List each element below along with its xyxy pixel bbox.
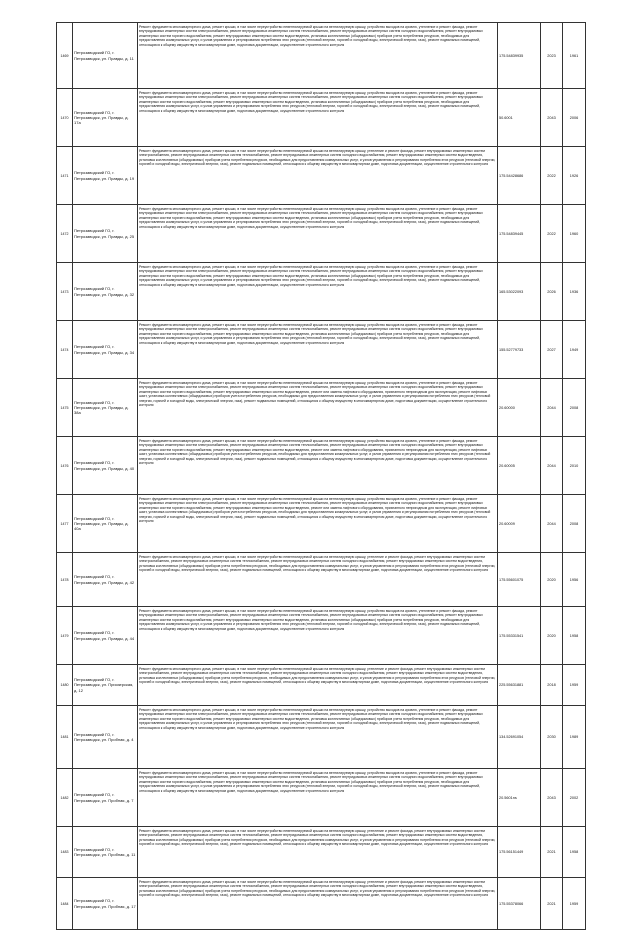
repair-works-description: Ремонт фундамента многоквартирного дома, ремонт крыши, в том числе переустройство невентилируемой крыши на вентилируемую крышу, утепление и ремонт фасада, ремонт внутридомовых инженерных систем электроснабжения, ремонт внутридомовых инженерных систем теплоснабжения, ремонт внутридомовых инженерных систем холодного водоснабжения, ремонт внутридомовых инженерных систем водоотведения, установка коллективных (общедомовых) приборов учета потребления ресурсов, необходимых для предоставления коммунальных услуг, и узлов управления и регулирования потребления этих ресурсов (тепловой энергии, горячей и холодной воды, электрической энергии, газа), ремонт подвальных помещений, относящихся к общему имуществу в многоквартирном доме, подготовка документации, осуществление строительного контроля (138, 878, 498, 930)
planned-year: 2044 (541, 437, 563, 495)
construction-year: 1956 (563, 553, 586, 607)
table-row (57, 769, 586, 827)
building-address: Петрозаводский ГО, г. Петрозаводск, ул. Правды, д. 17а (73, 89, 138, 147)
building-address: Петрозаводский ГО, г. Петрозаводск, ул. Приозерская, д. 12 (73, 665, 138, 706)
row-number: 1484 (57, 878, 73, 930)
repair-works-description: Ремонт фундамента многоквартирного дома, ремонт крыши, в том числе переустройство невентилируемой крыши на вентилируемую крышу, утепление и ремонт фасада, ремонт внутридомовых инженерных систем электроснабжения, ремонт внутридомовых инженерных систем теплоснабжения, ремонт внутридомовых инженерных систем холодного водоснабжения, ремонт внутридомовых инженерных систем водоотведения, установка коллективных (общедомовых) приборов учета потребления ресурсов, необходимых для предоставления коммунальных услуг, и узлов управления и регулирования потребления этих ресурсов (тепловой энергии, горячей и холодной воды, электрической энергии, газа), ремонт подвальных помещений, относящихся к общему имуществу в многоквартирном доме, подготовка документации, осуществление строительного контроля (138, 553, 498, 607)
repair-works-description: Ремонт фундамента многоквартирного дома, ремонт крыши, в том числе переустройство невентилируемой крыши на вентилируемую крышу, утепление и ремонт фасада, ремонт внутридомовых инженерных систем электроснабжения, ремонт внутридомовых инженерных систем теплоснабжения, ремонт внутридомовых инженерных систем холодного водоснабжения, ремонт внутридомовых инженерных систем водоотведения, установка коллективных (общедомовых) приборов учета потребления ресурсов, необходимых для предоставления коммунальных услуг, и узлов управления и регулирования потребления этих ресурсов (тепловой энергии, горячей и холодной воды, электрической энергии, газа), ремонт подвальных помещений, относящихся к общему имуществу в многоквартирном доме, подготовка документации, осуществление строительного контроля (138, 827, 498, 878)
row-number: 1476 (57, 437, 73, 495)
planned-year: 2030 (541, 706, 563, 769)
planned-year: 2026 (541, 263, 563, 321)
repair-works-description: Ремонт фундамента многоквартирного дома, ремонт крыши, в том числе переустройство невентилируемой крыши на вентилируемую крышу, устройство выходов на кровлю, утепление и ремонт фасада, ремонт внутридомовых инженерных систем электроснабжения, ремонт внутридомовых инженерных систем теплоснабжения, ремонт внутридомовых инженерных систем холодного водоснабжения, ремонт внутридомовых инженерных систем горячего водоснабжения, ремонт внутридомовых инженерных систем водоотведения, установка коллективных (общедомовых) приборов учета потребления ресурсов, необходимых для предоставления коммунальных услуг, и узлов управления и регулирования потребления этих ресурсов (тепловой энергии, горячей и холодной воды, электрической энергии, газа), ремонт подвальных помещений, относящихся к общему имуществу в многоквартирном доме, подготовка документации, осуществление строительного контроля (138, 205, 498, 263)
planned-year: 2043 (541, 89, 563, 147)
construction-year: 1926 (563, 147, 586, 205)
building-address: Петрозаводский ГО, г. Петрозаводск, ул. Правды, д. 11 (73, 23, 138, 89)
row-number: 1482 (57, 769, 73, 827)
table-row (57, 495, 586, 553)
area-value: 175.54839445 (498, 205, 541, 263)
construction-year: 1961 (563, 23, 586, 89)
building-address: Петрозаводский ГО, г. Петрозаводск, ул. Правды, д. 34 (73, 321, 138, 379)
area-value: 175.56151449 (498, 827, 541, 878)
area-value: 20.60009 (498, 495, 541, 553)
area-value: 20.5601ns (498, 769, 541, 827)
building-address: Петрозаводский ГО, г. Петрозаводск, ул. Пробная, д. 17 (73, 878, 138, 930)
construction-year: 1959 (563, 878, 586, 930)
capital-repair-table (56, 22, 586, 930)
table-row (57, 23, 586, 89)
construction-year: 2002 (563, 769, 586, 827)
planned-year: 2020 (541, 553, 563, 607)
planned-year: 2021 (541, 878, 563, 930)
construction-year: 2008 (563, 495, 586, 553)
building-address: Петрозаводский ГО, г. Петрозаводск, ул. Правды, д. 40 (73, 437, 138, 495)
row-number: 1471 (57, 147, 73, 205)
row-number: 1479 (57, 607, 73, 665)
table-row (57, 205, 586, 263)
planned-year: 2022 (541, 147, 563, 205)
building-address: Петрозаводский ГО, г. Петрозаводск, ул. Пробная, д. 7 (73, 769, 138, 827)
construction-year: 2010 (563, 437, 586, 495)
building-address: Петрозаводский ГО, г. Петрозаводск, ул. Пробная, д. 4 (73, 706, 138, 769)
table-row (57, 147, 586, 205)
planned-year: 2018 (541, 665, 563, 706)
repair-works-description: Ремонт фундамента многоквартирного дома, ремонт крыши, в том числе переустройство невентилируемой крыши на вентилируемую крышу, устройство выходов на кровлю, утепление и ремонт фасада, ремонт внутридомовых инженерных систем электроснабжения, ремонт внутридомовых инженерных систем теплоснабжения, ремонт внутридомовых инженерных систем холодного водоснабжения, ремонт внутридомовых инженерных систем горячего водоснабжения, ремонт внутридомовых инженерных систем водоотведения, ремонт или замена лифтового оборудования, признанного непригодным для эксплуатации, ремонт лифтовых шахт, установка коллективных (общедомовых) приборов учета потребления ресурсов, необходимых для предоставления коммунальных услуг, и узлов управления и регулирования потребления этих ресурсов (тепловой энергии, горячей и холодной воды, электрической энергии, газа), ремонт подвальных помещений, относящихся к общему имуществу в многоквартирном доме, подготовка документации, осуществление строительного контроля (138, 379, 498, 437)
row-number: 1474 (57, 321, 73, 379)
table-row (57, 827, 586, 878)
building-address: Петрозаводский ГО, г. Петрозаводск, ул. Правды, д. 44 (73, 607, 138, 665)
table-row (57, 263, 586, 321)
construction-year: 1989 (563, 706, 586, 769)
table-row (57, 706, 586, 769)
table-row (57, 321, 586, 379)
planned-year: 2022 (541, 205, 563, 263)
area-value: 175.55331541 (498, 607, 541, 665)
row-number: 1480 (57, 665, 73, 706)
planned-year: 2020 (541, 607, 563, 665)
repair-works-description: Ремонт фундамента многоквартирного дома, ремонт крыши, в том числе переустройство невентилируемой крыши на вентилируемую крышу, устройство выходов на кровлю, утепление и ремонт фасада, ремонт внутридомовых инженерных систем электроснабжения, ремонт внутридомовых инженерных систем теплоснабжения, ремонт внутридомовых инженерных систем холодного водоснабжения, ремонт внутридомовых инженерных систем горячего водоснабжения, ремонт внутридомовых инженерных систем водоотведения, установка коллективных (общедомовых) приборов учета потребления ресурсов, необходимых для предоставления коммунальных услуг, и узлов управления и регулирования потребления этих ресурсов (тепловой энергии, горячей и холодной воды, электрической энергии, газа), ремонт подвальных помещений, относящихся к общему имуществу в многоквартирном доме, подготовка документации, осуществление строительного контроля (138, 321, 498, 379)
table-row (57, 665, 586, 706)
area-value: 175.54428686 (498, 147, 541, 205)
planned-year: 2043 (541, 769, 563, 827)
row-number: 1481 (57, 706, 73, 769)
table-body (57, 23, 586, 930)
row-number: 1478 (57, 553, 73, 607)
building-address: Петрозаводский ГО, г. Петрозаводск, ул. Правды, д. 25 (73, 205, 138, 263)
area-value: 50.6001 (498, 89, 541, 147)
area-value: 175.55601075 (498, 553, 541, 607)
row-number: 1473 (57, 263, 73, 321)
repair-works-description: Ремонт фундамента многоквартирного дома, ремонт крыши, в том числе переустройство невентилируемой крыши на вентилируемую крышу, устройство выходов на кровлю, утепление и ремонт фасада, ремонт внутридомовых инженерных систем электроснабжения, ремонт внутридомовых инженерных систем теплоснабжения, ремонт внутридомовых инженерных систем холодного водоснабжения, ремонт внутридомовых инженерных систем горячего водоснабжения, ремонт внутридомовых инженерных систем водоотведения, установка коллективных (общедомовых) приборов учета потребления ресурсов, необходимых для предоставления коммунальных услуг, и узлов управления и регулирования потребления этих ресурсов (тепловой энергии, горячей и холодной воды, электрической энергии, газа), ремонт подвальных помещений, относящихся к общему имуществу в многоквартирном доме, подготовка документации, осуществление строительного контроля (138, 607, 498, 665)
repair-works-description: Ремонт фундамента многоквартирного дома, ремонт крыши, в том числе переустройство невентилируемой крыши на вентилируемую крышу, устройство выходов на кровлю, утепление и ремонт фасада, ремонт внутридомовых инженерных систем электроснабжения, ремонт внутридомовых инженерных систем теплоснабжения, ремонт внутридомовых инженерных систем холодного водоснабжения, ремонт внутридомовых инженерных систем горячего водоснабжения, ремонт внутридомовых инженерных систем водоотведения, ремонт или замена лифтового оборудования, признанного непригодным для эксплуатации, ремонт лифтовых шахт, установка коллективных (общедомовых) приборов учета потребления ресурсов, необходимых для предоставления коммунальных услуг, и узлов управления и регулирования потребления этих ресурсов (тепловой энергии, горячей и холодной воды, электрической энергии, газа), ремонт подвальных помещений, относящихся к общему имуществу в многоквартирном доме, подготовка документации, осуществление строительного контроля (138, 437, 498, 495)
area-value: 175.55378066 (498, 878, 541, 930)
construction-year: 2006 (563, 89, 586, 147)
planned-year: 2044 (541, 379, 563, 437)
repair-works-description: Ремонт фундамента многоквартирного дома, ремонт крыши, в том числе переустройство невентилируемой крыши на вентилируемую крышу, утепление и ремонт фасада, ремонт внутридомовых инженерных систем электроснабжения, ремонт внутридомовых инженерных систем теплоснабжения, ремонт внутридомовых инженерных систем холодного водоснабжения, ремонт внутридомовых инженерных систем водоотведения, установка коллективных (общедомовых) приборов учета потребления ресурсов, необходимых для предоставления коммунальных услуг, и узлов управления и регулирования потребления этих ресурсов (тепловой энергии, горячей и холодной воды, электрической энергии, газа), ремонт подвальных помещений, относящихся к общему имуществу в многоквартирном доме, подготовка документации, осуществление строительного контроля (138, 147, 498, 205)
repair-works-description: Ремонт фундамента многоквартирного дома, ремонт крыши, в том числе переустройство невентилируемой крыши на вентилируемую крышу, устройство выходов на кровлю, утепление и ремонт фасада, ремонт внутридомовых инженерных систем электроснабжения, ремонт внутридомовых инженерных систем теплоснабжения, ремонт внутридомовых инженерных систем холодного водоснабжения, ремонт внутридомовых инженерных систем горячего водоснабжения, ремонт внутридомовых инженерных систем водоотведения, установка коллективных (общедомовых) приборов учета потребления ресурсов, необходимых для предоставления коммунальных услуг, и узлов управления и регулирования потребления этих ресурсов (тепловой энергии, горячей и холодной воды, электрической энергии, газа), ремонт подвальных помещений, относящихся к общему имуществу в многоквартирном доме, подготовка документации, осуществление строительного контроля (138, 89, 498, 147)
repair-works-description: Ремонт фундамента многоквартирного дома, ремонт крыши, в том числе переустройство невентилируемой крыши на вентилируемую крышу, устройство выходов на кровлю, утепление и ремонт фасада, ремонт внутридомовых инженерных систем электроснабжения, ремонт внутридомовых инженерных систем теплоснабжения, ремонт внутридомовых инженерных систем холодного водоснабжения, ремонт внутридомовых инженерных систем горячего водоснабжения, ремонт внутридомовых инженерных систем водоотведения, установка коллективных (общедомовых) приборов учета потребления ресурсов, необходимых для предоставления коммунальных услуг, и узлов управления и регулирования потребления этих ресурсов (тепловой энергии, горячей и холодной воды, электрической энергии, газа), ремонт подвальных помещений, относящихся к общему имуществу в многоквартирном доме, подготовка документации, осуществление строительного контроля (138, 706, 498, 769)
table-row (57, 607, 586, 665)
row-number: 1469 (57, 23, 73, 89)
planned-year: 2021 (541, 827, 563, 878)
building-address: Петрозаводский ГО, г. Петрозаводск, ул. Пробная, д. 11 (73, 827, 138, 878)
row-number: 1475 (57, 379, 73, 437)
repair-works-description: Ремонт фундамента многоквартирного дома, ремонт крыши, в том числе переустройство невентилируемой крыши на вентилируемую крышу, утепление и ремонт фасада, ремонт внутридомовых инженерных систем электроснабжения, ремонт внутридомовых инженерных систем теплоснабжения, ремонт внутридомовых инженерных систем холодного водоснабжения, ремонт внутридомовых инженерных систем водоотведения, установка коллективных (общедомовых) приборов учета потребления ресурсов, необходимых для предоставления коммунальных услуг, и узлов управления и регулирования потребления этих ресурсов (тепловой энергии, горячей и холодной воды, электрической энергии, газа), ремонт подвальных помещений, относящихся к общему имуществу в многоквартирном доме, подготовка документации, осуществление строительного контроля (138, 665, 498, 706)
area-value: 165.53022093 (498, 263, 541, 321)
building-address: Петрозаводский ГО, г. Петрозаводск, ул. Правды, д. 19 (73, 147, 138, 205)
area-value: 155.52779733 (498, 321, 541, 379)
table-row (57, 553, 586, 607)
row-number: 1477 (57, 495, 73, 553)
construction-year: 1959 (563, 665, 586, 706)
building-address: Петрозаводский ГО, г. Петрозаводск, ул. Правды, д. 38а (73, 379, 138, 437)
construction-year: 1949 (563, 321, 586, 379)
table-row (57, 437, 586, 495)
building-address: Петрозаводский ГО, г. Петрозаводск, ул. Правды, д. 40а (73, 495, 138, 553)
planned-year: 2027 (541, 321, 563, 379)
planned-year: 2023 (541, 23, 563, 89)
construction-year: 2008 (563, 379, 586, 437)
row-number: 1483 (57, 827, 73, 878)
area-value: 225.55631881 (498, 665, 541, 706)
building-address: Петрозаводский ГО, г. Петрозаводск, ул. Правды, д. 32 (73, 263, 138, 321)
construction-year: 1958 (563, 827, 586, 878)
building-address: Петрозаводский ГО, г. Петрозаводск, ул. Правды, д. 42 (73, 553, 138, 607)
repair-works-description: Ремонт фундамента многоквартирного дома, ремонт крыши, в том числе переустройство невентилируемой крыши на вентилируемую крышу, устройство выходов на кровлю, утепление и ремонт фасада, ремонт внутридомовых инженерных систем электроснабжения, ремонт внутридомовых инженерных систем теплоснабжения, ремонт внутридомовых инженерных систем холодного водоснабжения, ремонт внутридомовых инженерных систем горячего водоснабжения, ремонт внутридомовых инженерных систем водоотведения, установка коллективных (общедомовых) приборов учета потребления ресурсов, необходимых для предоставления коммунальных услуг, и узлов управления и регулирования потребления этих ресурсов (тепловой энергии, горячей и холодной воды, электрической энергии, газа), ремонт подвальных помещений, относящихся к общему имуществу в многоквартирном доме, подготовка документации, осуществление строительного контроля (138, 263, 498, 321)
area-value: 20.60005 (498, 437, 541, 495)
row-number: 1472 (57, 205, 73, 263)
planned-year: 2044 (541, 495, 563, 553)
construction-year: 1936 (563, 263, 586, 321)
row-number: 1470 (57, 89, 73, 147)
table-row (57, 89, 586, 147)
area-value: 20.60000 (498, 379, 541, 437)
table-row (57, 379, 586, 437)
construction-year: 1960 (563, 205, 586, 263)
repair-works-description: Ремонт фундамента многоквартирного дома, ремонт крыши, в том числе переустройство невентилируемой крыши на вентилируемую крышу, устройство выходов на кровлю, утепление и ремонт фасада, ремонт внутридомовых инженерных систем электроснабжения, ремонт внутридомовых инженерных систем теплоснабжения, ремонт внутридомовых инженерных систем холодного водоснабжения, ремонт внутридомовых инженерных систем горячего водоснабжения, ремонт внутридомовых инженерных систем водоотведения, ремонт или замена лифтового оборудования, признанного непригодным для эксплуатации, ремонт лифтовых шахт, установка коллективных (общедомовых) приборов учета потребления ресурсов, необходимых для предоставления коммунальных услуг, и узлов управления и регулирования потребления этих ресурсов (тепловой энергии, горячей и холодной воды, электрической энергии, газа), ремонт подвальных помещений, относящихся к общему имуществу в многоквартирном доме, подготовка документации, осуществление строительного контроля (138, 495, 498, 553)
construction-year: 1958 (563, 607, 586, 665)
repair-works-description: Ремонт фундамента многоквартирного дома, ремонт крыши, в том числе переустройство невентилируемой крыши на вентилируемую крышу, устройство выходов на кровлю, утепление и ремонт фасада, ремонт внутридомовых инженерных систем электроснабжения, ремонт внутридомовых инженерных систем теплоснабжения, ремонт внутридомовых инженерных систем холодного водоснабжения, ремонт внутридомовых инженерных систем горячего водоснабжения, ремонт внутридомовых инженерных систем водоотведения, установка коллективных (общедомовых) приборов учета потребления ресурсов, необходимых для предоставления коммунальных услуг, и узлов управления и регулирования потребления этих ресурсов (тепловой энергии, горячей и холодной воды, электрической энергии, газа), ремонт подвальных помещений, относящихся к общему имуществу в многоквартирном доме, подготовка документации, осуществление строительного контроля (138, 23, 498, 89)
area-value: 134.52691054 (498, 706, 541, 769)
area-value: 175.54839935 (498, 23, 541, 89)
repair-works-description: Ремонт фундамента многоквартирного дома, ремонт крыши, в том числе переустройство невентилируемой крыши на вентилируемую крышу, устройство выходов на кровлю, утепление и ремонт фасада, ремонт внутридомовых инженерных систем электроснабжения, ремонт внутридомовых инженерных систем теплоснабжения, ремонт внутридомовых инженерных систем холодного водоснабжения, ремонт внутридомовых инженерных систем горячего водоснабжения, ремонт внутридомовых инженерных систем водоотведения, установка коллективных (общедомовых) приборов учета потребления ресурсов, необходимых для предоставления коммунальных услуг, и узлов управления и регулирования потребления этих ресурсов (тепловой энергии, горячей и холодной воды, электрической энергии, газа), ремонт подвальных помещений, относящихся к общему имуществу в многоквартирном доме, подготовка документации, осуществление строительного контроля (138, 769, 498, 827)
table-row (57, 878, 586, 930)
